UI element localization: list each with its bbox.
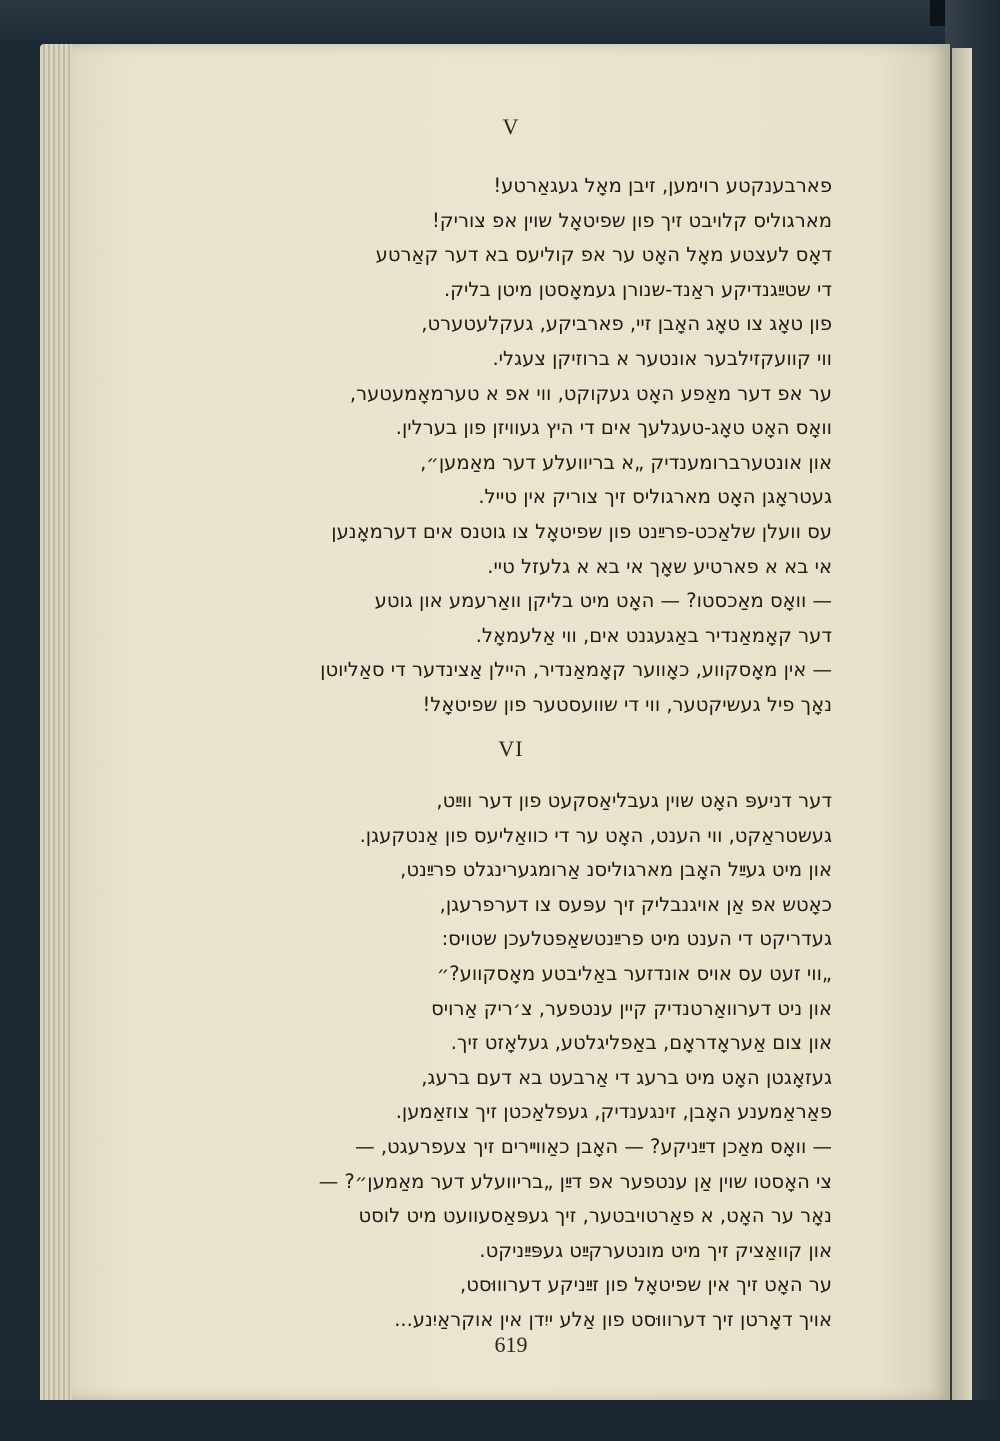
poem-line: און קוואַציק זיך מיט מונטערקײַט געפּײַניקט. [479,1238,832,1262]
poem-line: נאָר ער האָט, א פאַרטויבטער, זיך געפּאַסעוועט מיט לוסט [358,1204,832,1228]
poem-line: געשטראַקט, ווי הענט, האָט ער די כוואַליעס פון אַנטקעגן. [359,823,832,847]
poem-line: און מיט געײַל האָבן מארגוליסנ אַרומגערינגלט פרײַנט, [400,858,832,882]
poem-line: און ניט דערוואַרטנדיק קיין ענטפער, צ׳ריק אַרויס [431,996,832,1020]
poem-line: וואָס האָט טאָג-טעגלעך אים די היץ געוויזן פון בערלין. [395,416,832,440]
poem-line: צי האָסטו שוין אַן ענטפער אפ דײַן „בריוועלע דער מאַמען״? — [318,1169,832,1193]
poem-line: אי בא א פארטיע שאָך אי בא א גלעזל טיי. [487,554,832,578]
poem-line: „ווי זעט עס אויס אונדזער באַליבטע מאָסקווע?״ [436,961,832,985]
poem-line: געטראָגן האָט מארגוליס זיך צוריק אין טייל. [478,485,832,509]
poem-line: — וואָס מאַכן דײַניקע? — האָבן כאַווײרים זיך צעפרעגט, — [355,1134,832,1158]
poem-line: די שטײַגנדיקע ראַנד-שנורן געמאָסטן מיטן בליק. [443,277,832,301]
poem-line: פון טאָג צו טאָג האָבן זיי, פארביקע, געקלעטערט, [421,312,832,336]
book-page [72,44,950,1400]
poem-line: געדריקט די הענט מיט פרײַנטשאַפטלעכן שטויס: [441,927,832,951]
poem-line: ווי קוועקזילבער אונטער א ברוזיקן צעגלי. [492,346,832,370]
poem-line: מארגוליס קלויבט זיך פון שפיטאָל שוין אפ צוריק! [431,208,832,232]
poem-line: פארבענקטע רוימען, זיבן מאָל געגאַרטע! [493,174,832,197]
poem-line: כאָטש אפ אַן אויגנבליק זיך עפּעס צו דערפרעגן, [439,892,832,916]
book-cover-top [0,0,1000,40]
facing-page-edge [952,48,972,1400]
poem-section-v [232,169,832,723]
poem-line: דער דניעפּ האָט שוין געבליאַסקעט פון דער ווײַט, [436,789,832,812]
poem-line: — אין מאָסקווע, כאָווער קאָמאַנדיר, היילן אַצינדער די סאַליוטן [320,658,832,682]
poem-line: דאָס לעצטע מאָל האָט ער אפ קוליעס בא דער קאַרטע [375,243,832,267]
poem-line: אויך דאָרטן זיך דערוווּסט פון אַלע ייִדן אין אוקראַיִנע... [394,1307,832,1331]
section-heading-v: V [502,114,520,139]
poem-line: און אונטערברומענדיק „א בריוועלע דער מאַמען״, [420,450,832,474]
poem-line: נאָך פיל געשיקטער, ווי די שוועסטער פון שפיטאָל! [422,692,832,716]
section-heading-vi: VI [498,736,524,761]
poem-line: ער האָט זיך אין שפיטאָל פון זײַניקע דערוווּסט, [460,1273,832,1297]
poem-line: — וואָס מאַכסטו? — האָט מיט בליקן וואַרעמע און גוטע [374,589,832,613]
poem-line: דער קאָמאַנדיר באַגעגנט אים, ווי אַלעמאָל. [475,623,832,647]
poem-line: און צום אַעראָדראָם, באַפליגלטע, געלאָזט זיך. [450,1031,832,1055]
book-cover-bottom [0,1400,1000,1441]
poem-line: עס וועלן שלאַכט-פרײַנט פון שפיטאָל צו גוטנס אים דערמאָנען [331,519,832,543]
page-number: 619 [494,1332,528,1357]
poem-line: ער אפ דער מאַפע האָט געקוקט, ווי אפ א טערמאָמעטער, [349,381,832,405]
poem-line: פאַראַמענע האָבן, זינגענדיק, געפלאַכטן זיך צוזאַמען. [395,1100,832,1124]
poem-section-vi [232,784,832,1338]
poem-line: געזאָגטן האָט מיט ברעג די אַרבעט בא דעם ברעג, [421,1065,832,1089]
